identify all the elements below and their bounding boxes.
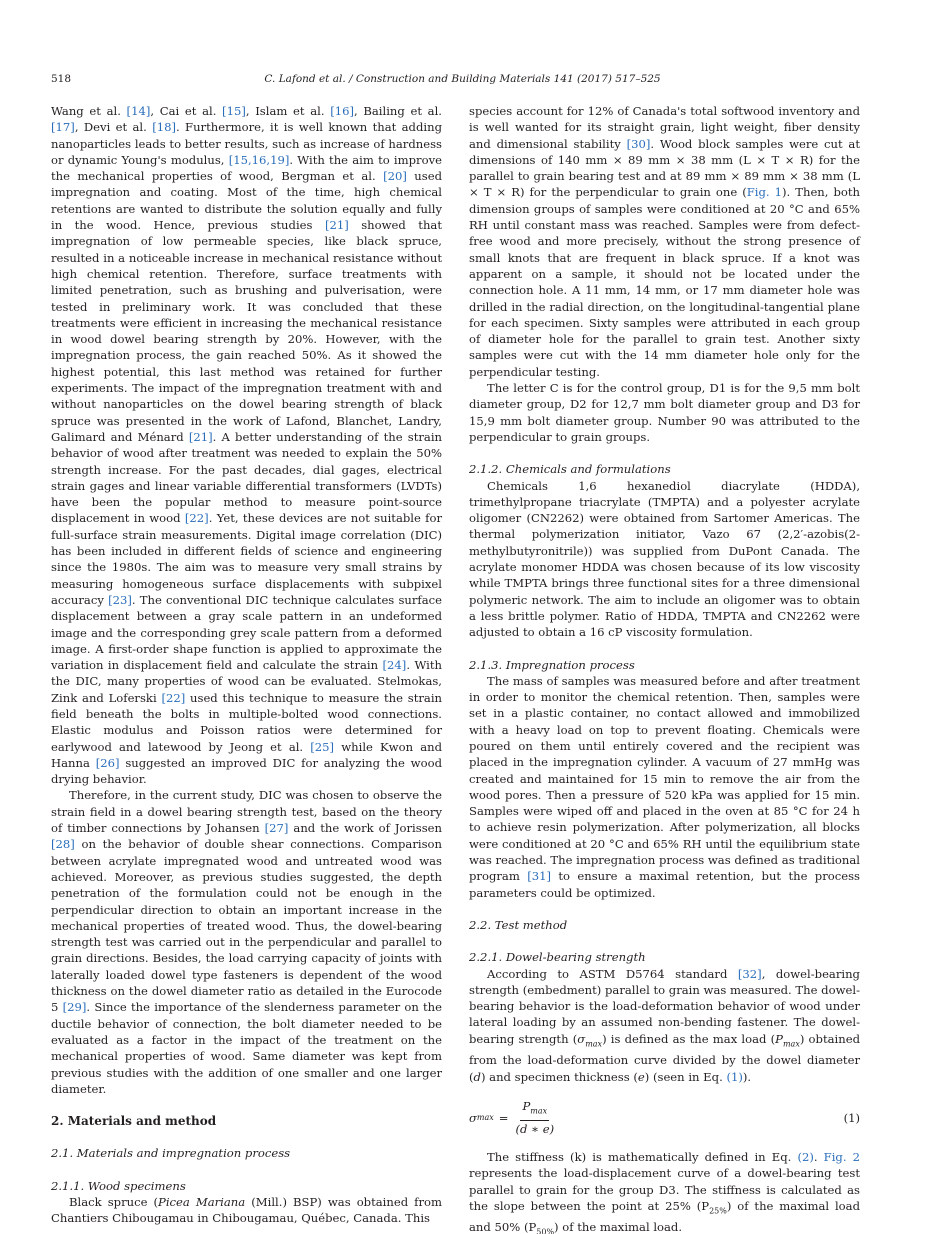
citation-link[interactable]: [18] [152,120,176,135]
equation-link[interactable]: (2) [797,1149,814,1164]
citation-link[interactable]: [21] [324,218,349,233]
citation-link[interactable]: [32] [737,966,762,981]
page-number: 518 [51,73,72,85]
paragraph-chemicals: Chemicals 1,6 hexanediol diacrylate (HDDA), trimethylpropane triacrylate (TMPTA) and a polyester acrylate oligomer (CN2262) were obtained from Sartomer Americas. The thermal polymerization initiator, Vazo 67 (2,2′-azobis(2-methylbutyronitrile)) was supplied from DuPont Canada. The acrylate monomer HDDA was chosen because of its low viscosity while TMPTA brings three functional sites for a three dimensional polymeric network. The aim to include an oligomer was to obtain a less brittle polymer. Ratio of HDDA, TMPTA and CN2262 were adjusted to obtain a 16 cP viscosity formulation. [469,478,860,640]
paragraph-group-labels: The letter C is for the control group, D1 is for the 9,5 mm bolt diameter group, D2 for 12,7 mm bolt diameter group and D3 for 15,9 mm bolt diameter group. Number 90 was attributed to the perpendicular to grain groups. [469,381,860,444]
citation-link[interactable]: [17] [51,120,75,135]
subsubsection-heading: 2.2.1. Dowel-bearing strength [469,950,646,965]
running-head: C. Lafond et al. / Construction and Building Materials 141 (2017) 517–525 [264,73,661,85]
paragraph-wood-specimens-continued: species account for 12% of Canada's total softwood inventory and is well wanted for its straight grain, light weight, fiber density and dimensional stability [30]. Wood block samples were cut at dimensions of 140 mm × 89 mm × 38 mm (L × T × R) for the parallel to grain bearing test and at 89 mm × 89 mm × 38 mm (L × T × R) for the perpendicular to grain one (Fig. 1). Then, both dimension groups of samples were conditioned at 20 °C and 65% RH until constant mass was reached. Samples were from defect-free wood and more precisely, without the strong presence of small knots that are frequent in black spruce. If a knot was apparent on a sample, it should not be located under the connection hole. A 11 mm, 14 mm, or 17 mm diameter hole was drilled in the radial direction, on the longitudinal-tangential plane for each specimen. Sixty samples were attributed in each group of diameter hole for the parallel to grain test. Another sixty samples were cut with the 14 mm diameter hole only for the perpendicular testing. [469,104,861,379]
paragraph-wood-specimens: Black spruce (Picea Mariana (Mill.) BSP) was obtained from Chantiers Chibougamau in Chibougamau, Québec, Canada. This [51,1195,442,1226]
right-column [469,103,860,1234]
section-heading: 2. Materials and method [51,1114,217,1129]
paragraph-impregnation: The mass of samples was measured before and after treatment in order to monitor the chemical retention. Then, samples were set in a plastic container, no contact allowed and immobilized with a heavy load on top to prevent floating. Chemicals were poured on them until entirely covered and the recipient was placed in the impregnation cylinder. A vacuum of 27 mmHg was created and maintained for 15 min to remove the air from the wood pores. Then a pressure of 520 kPa was applied for 15 min. Samples were wiped off and placed in the oven at 85 °C for 24 h to achieve resin polymerization. After polymerization, all blocks were conditioned at 20 °C and 65% RH until the equilibrium state was reached. The impregnation process was defined as traditional program [31] to ensure a maximal retention, but the process parameters could be optimized. [469,673,861,900]
paragraph-intro-continued: Wang et al. [14], Cai et al. [15], Islam et al. [16], Bailing et al. [17], Devi et al. [18]. Furthermore, it is well known that adding nanoparticles leads to better results, such as increase of hardness or dynamic Young's modulus, [15,16,19]. With the aim to improve the mechanical properties of wood, Bergman et al. [20] used impregnation and coating. Most of the time, high chemical retentions are wanted to distribute the solution equally and fully in the wood. Hence, previous studies [21] showed that impregnation of low permeable species, like black spruce, resulted in a noticeable increase in mechanical resistance without high chemical retention. Therefore, surface treatments with limited penetration, such as brushing and pulverisation, were tested in preliminary work. It was concluded that these treatments were efficient in increasing the mechanical resistance in wood dowel bearing strength by 20%. However, with the impregnation process, the gain reached 50%. As it showed the highest potential, this last method was retained for further experiments. The impact of the impregnation treatment with and without nanoparticles on the dowel bearing strength of black spruce was presented in the work of Lafond, Blanchet, Landry, Galimard and Ménard [21]. A better understanding of the strain behavior of wood after treatment was needed to explain the 50% strength increase. For the past decades, dial gages, electrical strain gages and linear variable differential transformers (LVDTs) have been the popular method to measure point-source displacement in wood [22]. Yet, these devices are not suitable for full-surface strain measurements. Digital image correlation (DIC) has been included in different fields of science and engineering since the 1980s. The aim was to measure very small strains by measuring homogeneous surface displacements with subpixel accuracy [23]. The conventional DIC technique calculates surface displacement between a gray scale pattern in an undeformed image and the corresponding grey scale pattern from a deformed image. A first-order shape function is applied to approximate the variation in displacement field and calculate the strain [24]. With the DIC, many properties of wood can be evaluated. Stelmokas, Zink and Loferski [22] used this technique to measure the strain field beneath the bolts in multiple-bolted wood connections. Elastic modulus and Poisson ratios were determined for earlywood and latewood by Jeong et al. [25] while Kwon and Hanna [26] suggested an improved DIC for analyzing the wood drying behavior. [51,104,442,787]
citation-link[interactable]: [16] [330,104,355,118]
paragraph-dowel-bearing: According to ASTM D5764 standard [32], dowel-bearing strength (embedment) parallel to grain was measured. The dowel-bearing behavior is the load-deformation behavior of wood under lateral loading by an assumed non-bending fastener. The dowel-bearing strength $(\sigma_{max})$ is defined as the max load $(P_{max})$ obtained from the load-deformation curve divided by the dowel diameter (d) and specimen thickness (e) (seen in Eq. (1)). [469,966,860,1084]
citation-link[interactable]: [28] [51,837,75,852]
equation-fraction: $\frac{P_{max}}{(d ∗ e)}$ [515,1099,555,1137]
citation-link[interactable]: [31] [527,869,551,884]
subsection-heading: 2.2. Test method [469,917,568,932]
citation-link[interactable]: [21] [188,429,213,444]
citation-link[interactable]: [25] [310,739,335,754]
citation-link[interactable]: [22] [161,690,186,705]
citation-link[interactable]: [30] [626,136,651,151]
citation-link[interactable]: [22] [184,511,209,526]
subsection-heading: 2.1. Materials and impregnation process [51,1146,291,1161]
citation-link[interactable]: [24] [382,658,407,673]
citation-link[interactable]: [14] [126,104,151,118]
figure-link[interactable]: Fig. 1 [746,185,783,200]
equation-number: (1) [843,1110,860,1125]
equation-link[interactable]: (1) [726,1069,743,1084]
subsubsection-heading: 2.1.3. Impregnation process [469,657,635,672]
subsubsection-heading: 2.1.1. Wood specimens [51,1178,186,1193]
citation-link[interactable]: [26] [95,755,120,770]
paragraph-stiffness: The stiffness (k) is mathematically defined in Eq. (2). Fig. 2 represents the load-displacement curve of a dowel-bearing test parallel to grain for the group D3. The stiffness is calculated as the slope between the point at 25% $(P_{25\%})$ of the maximal load and 50% $(P_{50\%})$ of the maximal load. [469,1149,861,1234]
figure-link[interactable]: Fig. 2 [823,1149,861,1164]
citation-link[interactable]: [23] [108,592,132,607]
citation-link[interactable]: [27] [264,821,289,836]
citation-link[interactable]: [15,16,19] [228,152,290,167]
equation-body: σ max = $\frac{P_{max}}{(d ∗ e)}$ [469,1099,555,1137]
citation-link[interactable]: [29] [62,1000,87,1015]
subsubsection-heading: 2.1.2. Chemicals and formulations [469,462,671,477]
citation-link[interactable]: [20] [383,169,407,184]
left-column [51,103,442,1227]
paragraph-study-aim: Therefore, in the current study, DIC was chosen to observe the strain field in a dowel bearing strength test, based on the theory of timber connections by Johansen [27] and the work of Jorissen [28] on the behavior of double shear connections. Comparison between acrylate impregnated wood and untreated wood was achieved. Moreover, as previous studies suggested, the depth penetration of the formulation could not be enough in the perpendicular direction to obtain an important increase in the mechanical properties of treated wood. Thus, the dowel-bearing strength test was carried out in the perpendicular and parallel to grain directions. Besides, the load carrying capacity of joints with laterally loaded dowel type fasteners is dependent of the wood thickness on the dowel diameter ratio as detailed in the Eurocode 5 [29]. Since the importance of the slenderness parameter on the ductile behavior of connection, the bolt diameter needed to be evaluated as a factor in the impact of the treatment on the mechanical properties of wood. Same diameter was kept from previous studies with the addition of one smaller and one larger diameter. [51,788,443,1096]
citation-link[interactable]: [15] [222,104,246,118]
equation-1 [469,1101,860,1135]
